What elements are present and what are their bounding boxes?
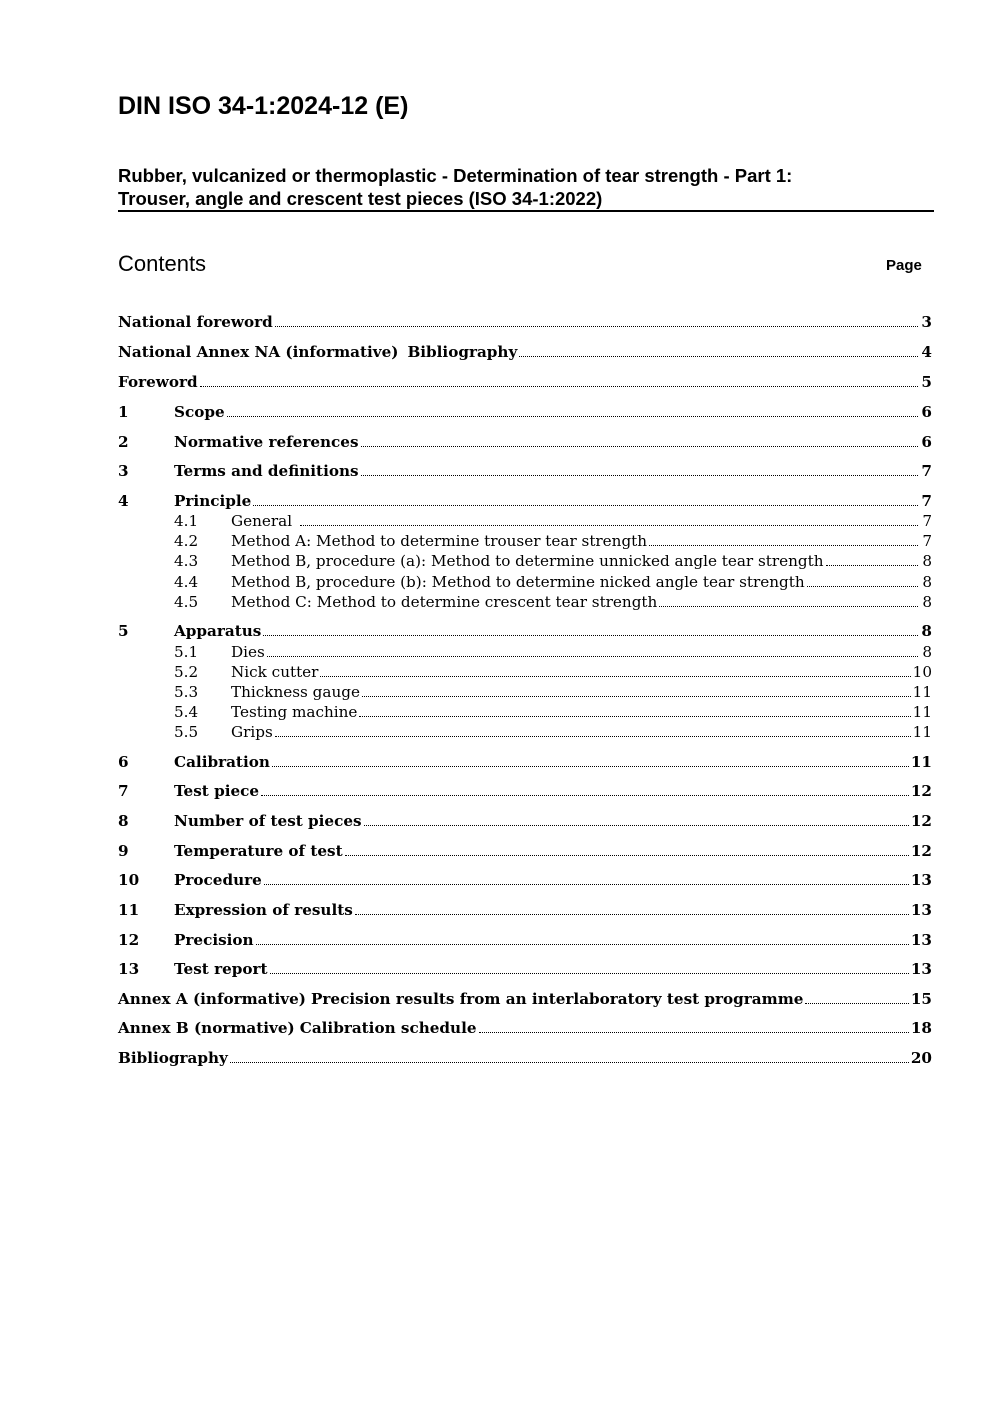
toc-page: 8 <box>922 573 932 591</box>
toc-leader <box>253 504 918 506</box>
toc-label: Temperature of test <box>174 842 343 860</box>
toc-entry-section-4[interactable] <box>118 491 932 511</box>
toc-entry-foreword[interactable] <box>118 372 932 392</box>
toc-label: Procedure <box>174 871 262 889</box>
toc-label: Thickness gauge <box>231 683 360 701</box>
toc-page: 7 <box>921 492 932 510</box>
toc-number: 4.2 <box>174 532 199 550</box>
toc-leader <box>826 564 918 566</box>
toc-label-prefix: Annex B (normative) <box>118 1019 295 1037</box>
toc-number: 2 <box>118 433 129 451</box>
toc-number: 5.2 <box>174 663 199 681</box>
toc-leader <box>659 605 918 607</box>
toc-entry-section-6[interactable] <box>118 752 932 772</box>
toc-label: Calibration schedule <box>299 1019 477 1037</box>
toc-page: 7 <box>922 512 932 530</box>
toc-number: 12 <box>118 931 140 949</box>
toc-entry-section-3[interactable] <box>118 461 932 481</box>
toc-leader <box>261 794 909 796</box>
toc-entry-section-5-5[interactable] <box>118 722 932 742</box>
toc-entry-section-2[interactable] <box>118 432 932 452</box>
toc-number: 3 <box>118 462 129 480</box>
toc-leader <box>649 544 918 546</box>
toc-entry-section-4-2[interactable] <box>118 531 932 551</box>
toc-label: Test report <box>174 960 268 978</box>
toc-page: 13 <box>910 960 932 978</box>
toc-leader <box>275 325 918 327</box>
toc-entry-section-9[interactable] <box>118 841 932 861</box>
toc-page: 12 <box>910 812 932 830</box>
toc-label: Grips <box>231 723 273 741</box>
toc-number: 9 <box>118 842 129 860</box>
toc-entry-section-4-1[interactable] <box>118 511 932 531</box>
toc-entry-section-8[interactable] <box>118 811 932 831</box>
toc-leader <box>270 972 909 974</box>
toc-number: 7 <box>118 782 129 800</box>
toc-leader <box>807 585 918 587</box>
toc-page: 8 <box>922 643 932 661</box>
toc-label: Calibration <box>174 753 270 771</box>
toc-label: Number of test pieces <box>174 812 362 830</box>
toc-label: Precision <box>174 931 254 949</box>
toc-label: Principle <box>174 492 252 510</box>
toc-page: 8 <box>922 593 932 611</box>
toc-entry-annex-b[interactable] <box>118 1018 932 1038</box>
toc-leader <box>362 695 911 697</box>
toc-leader <box>300 524 918 526</box>
toc-label: Test piece <box>174 782 260 800</box>
toc-page: 13 <box>910 931 932 949</box>
toc-page: 13 <box>910 901 932 919</box>
contents-heading: Contents <box>118 251 207 276</box>
toc-entry-section-12[interactable] <box>118 930 932 950</box>
toc-number: 5.1 <box>174 643 199 661</box>
toc-leader <box>359 715 910 717</box>
toc-label: Normative references <box>174 433 359 451</box>
toc-number: 6 <box>118 753 129 771</box>
toc-page: 11 <box>912 683 932 701</box>
toc-label: Foreword <box>118 373 198 391</box>
toc-label: Testing machine <box>231 703 358 721</box>
toc-leader <box>320 675 910 677</box>
toc-number: 4 <box>118 492 129 510</box>
toc-label-prefix: National Annex NA (informative) <box>118 343 399 361</box>
toc-entry-section-10[interactable] <box>118 870 932 890</box>
toc-page: 8 <box>921 622 932 640</box>
toc-label: Bibliography <box>407 343 518 361</box>
toc-leader <box>227 415 918 417</box>
title-line-2: Trouser, angle and crescent test pieces (ISO 34-1:2022) <box>118 188 603 209</box>
toc-leader <box>355 913 909 915</box>
toc-page: 13 <box>910 871 932 889</box>
toc-page: 7 <box>922 532 932 550</box>
toc-number: 13 <box>118 960 140 978</box>
toc-number: 4.4 <box>174 573 199 591</box>
toc-page: 7 <box>921 462 932 480</box>
toc-page: 20 <box>910 1049 932 1067</box>
toc-page: 11 <box>910 753 932 771</box>
toc-page: 11 <box>912 723 932 741</box>
toc-page: 12 <box>910 782 932 800</box>
page-column-heading: Page <box>886 257 922 274</box>
toc-label: General <box>231 512 293 530</box>
toc-label: Method B, procedure (a): Method to determine unnicked angle tear strength <box>231 552 824 570</box>
title-line-1: Rubber, vulcanized or thermoplastic - Determination of tear strength - Part 1: <box>118 165 793 186</box>
toc-page: 12 <box>910 842 932 860</box>
toc-number: 5.4 <box>174 703 199 721</box>
toc-label-prefix: Annex A (informative) <box>118 990 306 1008</box>
toc-label: Terms and definitions <box>174 462 359 480</box>
toc-entry-section-11[interactable] <box>118 900 932 920</box>
toc-entry-bibliography[interactable] <box>118 1048 932 1068</box>
toc-leader <box>272 765 909 767</box>
toc-leader <box>361 445 918 447</box>
toc-number: 4.5 <box>174 593 199 611</box>
toc-page: 6 <box>921 403 932 421</box>
toc-entry-section-1[interactable] <box>118 402 932 422</box>
toc-label: Bibliography <box>118 1049 228 1067</box>
toc-entry-section-5-1[interactable] <box>118 642 932 662</box>
toc-label: Nick cutter <box>231 663 319 681</box>
toc-entry-section-4-4[interactable] <box>118 572 932 592</box>
toc-leader <box>200 385 918 387</box>
toc-entry-section-5[interactable] <box>118 621 932 641</box>
toc-leader <box>345 854 909 856</box>
toc-page: 5 <box>921 373 932 391</box>
toc-page: 3 <box>921 313 932 331</box>
document-id: DIN ISO 34-1:2024-12 (E) <box>118 92 409 120</box>
toc-leader <box>263 634 918 636</box>
toc-entry-section-5-2[interactable] <box>118 662 932 682</box>
toc-label: Expression of results <box>174 901 353 919</box>
toc-page: 15 <box>910 990 932 1008</box>
toc-entry-annex-a[interactable] <box>118 989 932 1009</box>
toc-number: 5.3 <box>174 683 199 701</box>
toc-leader <box>230 1061 909 1063</box>
toc-number: 8 <box>118 812 129 830</box>
toc-label: National foreword <box>118 313 273 331</box>
toc-leader <box>479 1031 909 1033</box>
toc-label: Method A: Method to determine trouser tear strength <box>231 532 648 550</box>
toc-label: Method B, procedure (b): Method to determine nicked angle tear strength <box>231 573 805 591</box>
toc-entry-section-5-3[interactable] <box>118 682 932 702</box>
toc-number: 5 <box>118 622 129 640</box>
toc-number: 4.1 <box>174 512 199 530</box>
toc-label: Apparatus <box>174 622 262 640</box>
toc-number: 1 <box>118 403 129 421</box>
toc-label: Scope <box>174 403 225 421</box>
toc-page: 11 <box>912 703 932 721</box>
toc-leader <box>256 943 909 945</box>
toc-leader <box>275 735 911 737</box>
toc-number: 4.3 <box>174 552 199 570</box>
toc-leader <box>361 474 918 476</box>
toc-entry-section-4-3[interactable] <box>118 551 932 571</box>
toc-entry-section-5-4[interactable] <box>118 702 932 722</box>
toc-page: 4 <box>921 343 932 361</box>
table-of-contents <box>118 0 932 1403</box>
toc-label: Method C: Method to determine crescent tear strength <box>231 593 658 611</box>
toc-entry-section-4-5[interactable] <box>118 592 932 612</box>
toc-leader <box>267 655 918 657</box>
toc-leader <box>364 824 909 826</box>
toc-entry-national-foreword[interactable] <box>118 312 932 332</box>
toc-number: 10 <box>118 871 140 889</box>
toc-entry-national-annex[interactable] <box>118 342 932 362</box>
toc-page: 18 <box>910 1019 932 1037</box>
toc-number: 5.5 <box>174 723 199 741</box>
toc-label: Dies <box>231 643 265 661</box>
toc-page: 6 <box>921 433 932 451</box>
toc-leader <box>519 355 918 357</box>
toc-page: 8 <box>922 552 932 570</box>
toc-label: Precision results from an interlaboratory test programme <box>310 990 804 1008</box>
toc-entry-section-13[interactable] <box>118 959 932 979</box>
toc-leader <box>805 1002 908 1004</box>
toc-entry-section-7[interactable] <box>118 781 932 801</box>
toc-number: 11 <box>118 901 140 919</box>
toc-page: 10 <box>912 663 932 681</box>
toc-leader <box>264 883 909 885</box>
